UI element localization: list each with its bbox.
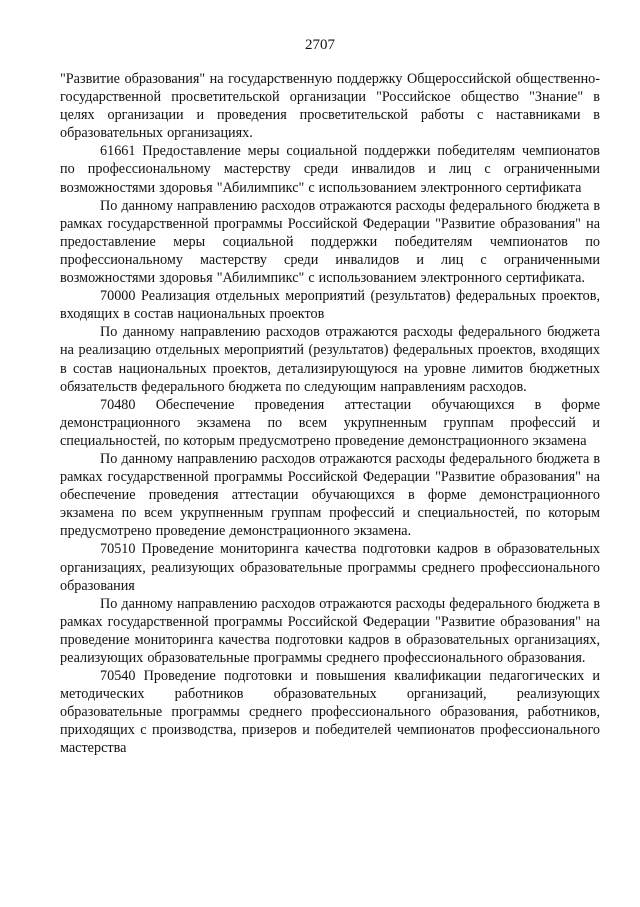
paragraph-61661-description: По данному направлению расходов отражаются расходы федерального бюджета в рамках государственной программы Российской Федерации "Развитие образования" на предоставление меры социальной поддержки победителям чемпионатов по профессиональному мастерству среди инвалидов и лиц с ограниченными возможностями здоровья "Абилимпикс" с использованием электронного сертификата. xyxy=(60,197,601,287)
paragraph-70000-heading: 70000 Реализация отдельных мероприятий (результатов) федеральных проектов, входящих в состав национальных проектов xyxy=(60,288,600,323)
paragraph-70000-description: По данному направлению расходов отражаются расходы федерального бюджета на реализацию отдельных мероприятий (результатов) федеральных проектов, входящих в состав национальных проектов, детализирующуюся на уровне лимитов бюджетных обязательств федерального бюджета по следующим направлениям расходов. xyxy=(60,324,600,395)
paragraph-70480-description: По данному направлению расходов отражаются расходы федерального бюджета в рамках государственной программы Российской Федерации "Развитие образования" на обеспечение проведения аттестации обучающихся в форме демонстрационного экзамена по всем укрупненным группам профессий и специальностей, по которым предусмотрено проведение демонстрационного экзамена. xyxy=(60,450,601,540)
paragraph-70510-description: По данному направлению расходов отражаются расходы федерального бюджета в рамках государственной программы Российской Федерации "Развитие образования" на проведение мониторинга качества подготовки кадров в образовательных организациях, реализующих образовательные программы среднего профессионального образования. xyxy=(60,595,601,666)
page-number: 2707 xyxy=(305,37,335,53)
paragraph-61661-heading: 61661 Предоставление меры социальной поддержки победителям чемпионатов по профессиональному мастерству среди инвалидов и лиц с ограниченными возможностями здоровья "Абилимпикс" с использованием электронного сертификата xyxy=(60,143,600,196)
paragraph-70510-heading: 70510 Проведение мониторинга качества подготовки кадров в образовательных организациях, реализующих образовательные программы среднего профессионального образования xyxy=(60,541,600,594)
paragraph-continuation: "Развитие образования" на государственную поддержку Общероссийской общественно-государственной просветительской организации "Российское общество "Знание" в целях организации и проведения просветительской работы с наставниками в образовательных организациях. xyxy=(60,71,600,142)
paragraph-70480-heading: 70480 Обеспечение проведения аттестации обучающихся в форме демонстрационного экзамена по всем укрупненным группам профессий и специальностей, по которым предусмотрено проведение демонстрационного экзамена xyxy=(60,396,600,449)
document-body xyxy=(60,70,600,758)
paragraph-70540-heading: 70540 Проведение подготовки и повышения квалификации педагогических и методических работников образовательных организаций, реализующих образовательные программы среднего профессионального образования, работников, приходящих с производства, призеров и победителей чемпионатов профессионального мастерства xyxy=(60,668,600,757)
